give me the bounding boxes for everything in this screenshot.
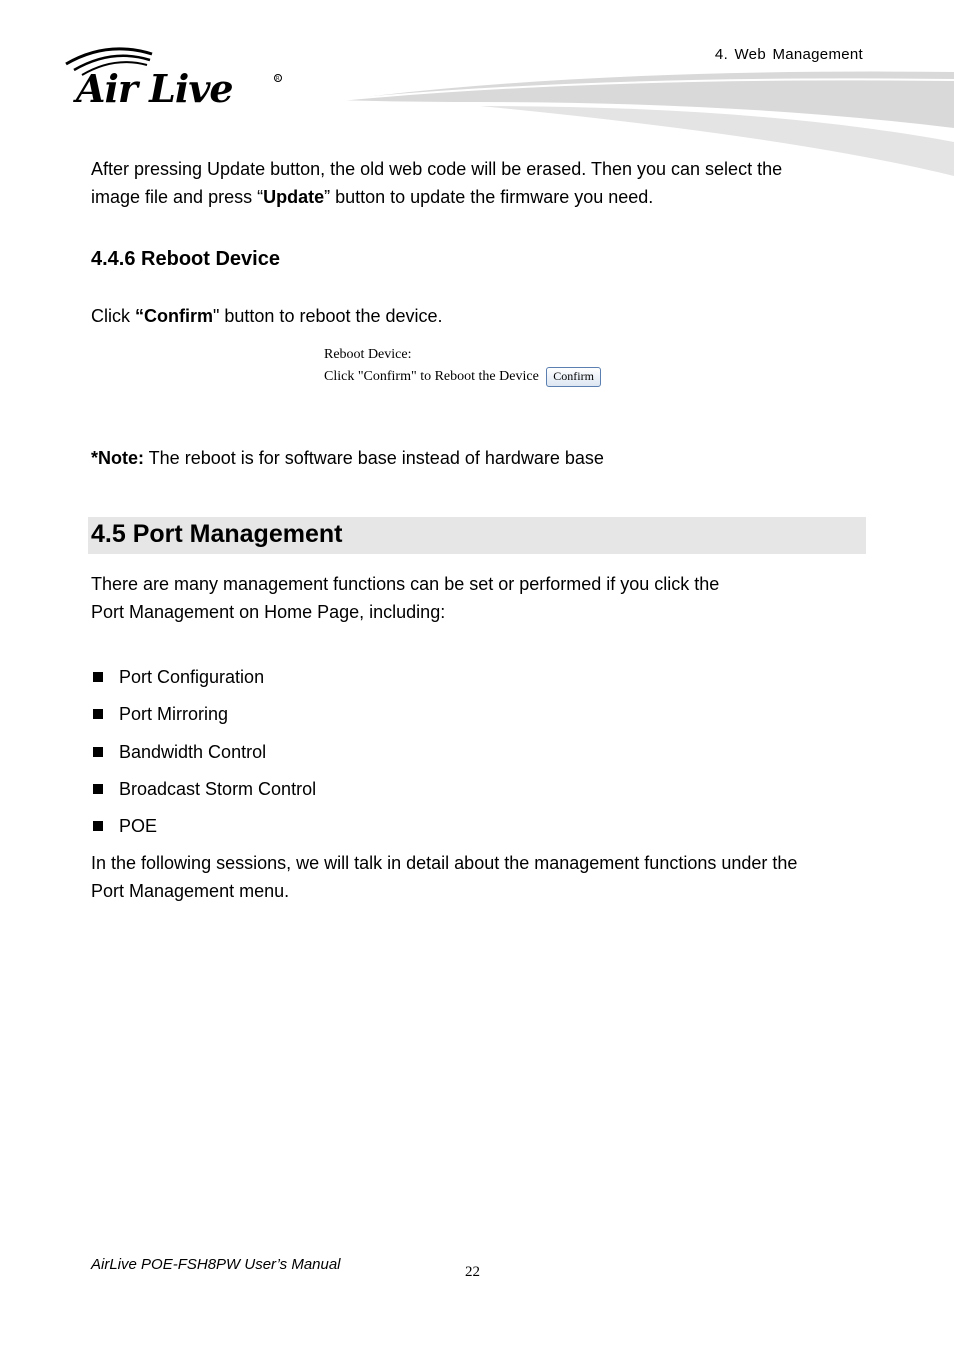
list-item: Bandwidth Control [91, 739, 316, 776]
svg-text:Air Live: Air Live [76, 66, 233, 111]
port-functions-list [91, 664, 316, 850]
reboot-panel-row [324, 366, 601, 388]
list-item: Broadcast Storm Control [91, 776, 316, 813]
port-outro-paragraph [91, 849, 871, 905]
port-management-section-bar [88, 517, 866, 554]
note-label: *Note: [91, 448, 144, 468]
list-item: Port Configuration [91, 664, 316, 701]
list-item: POE [91, 813, 316, 850]
square-bullet-icon [93, 784, 103, 794]
header-section-title: 4. Web Management [714, 46, 863, 63]
port-outro-line-1: In the following sessions, we will talk in detail about the management functions under the [91, 853, 798, 873]
reboot-panel-title: Reboot Device: [324, 347, 412, 362]
confirm-button[interactable]: Confirm [546, 367, 601, 387]
airlive-logo [62, 42, 292, 112]
note-text: The reboot is for software base instead of hardware base [144, 448, 604, 468]
square-bullet-icon [93, 709, 103, 719]
port-outro-line-2: Port Management menu. [91, 881, 290, 901]
square-bullet-icon [93, 672, 103, 682]
reboot-instruction: Click “Confirm" button to reboot the device. [91, 306, 443, 326]
square-bullet-icon [93, 747, 103, 757]
reboot-panel-label: Click "Confirm" to Reboot the Device [324, 369, 539, 384]
reboot-device-heading: 4.4.6 Reboot Device [91, 248, 280, 270]
port-intro-paragraph [91, 570, 871, 626]
svg-text:R: R [276, 76, 280, 82]
port-intro-line-2: Port Management on Home Page, including: [91, 602, 446, 622]
intro-paragraph [91, 155, 871, 211]
footer-manual-title: AirLive POE-FSH8PW User’s Manual [91, 1256, 341, 1273]
note-paragraph [91, 444, 871, 472]
intro-line-2: image file and press “Update” button to update the firmware you need. [91, 187, 654, 207]
port-intro-line-1: There are many management functions can be set or performed if you click the [91, 574, 720, 594]
list-item: Port Mirroring [91, 701, 316, 738]
footer-page-number: 22 [465, 1264, 480, 1280]
port-management-heading: 4.5 Port Management [91, 520, 343, 548]
square-bullet-icon [93, 821, 103, 831]
intro-line-1: After pressing Update button, the old web code will be erased. Then you can select the [91, 159, 783, 179]
reboot-device-panel [324, 344, 601, 388]
